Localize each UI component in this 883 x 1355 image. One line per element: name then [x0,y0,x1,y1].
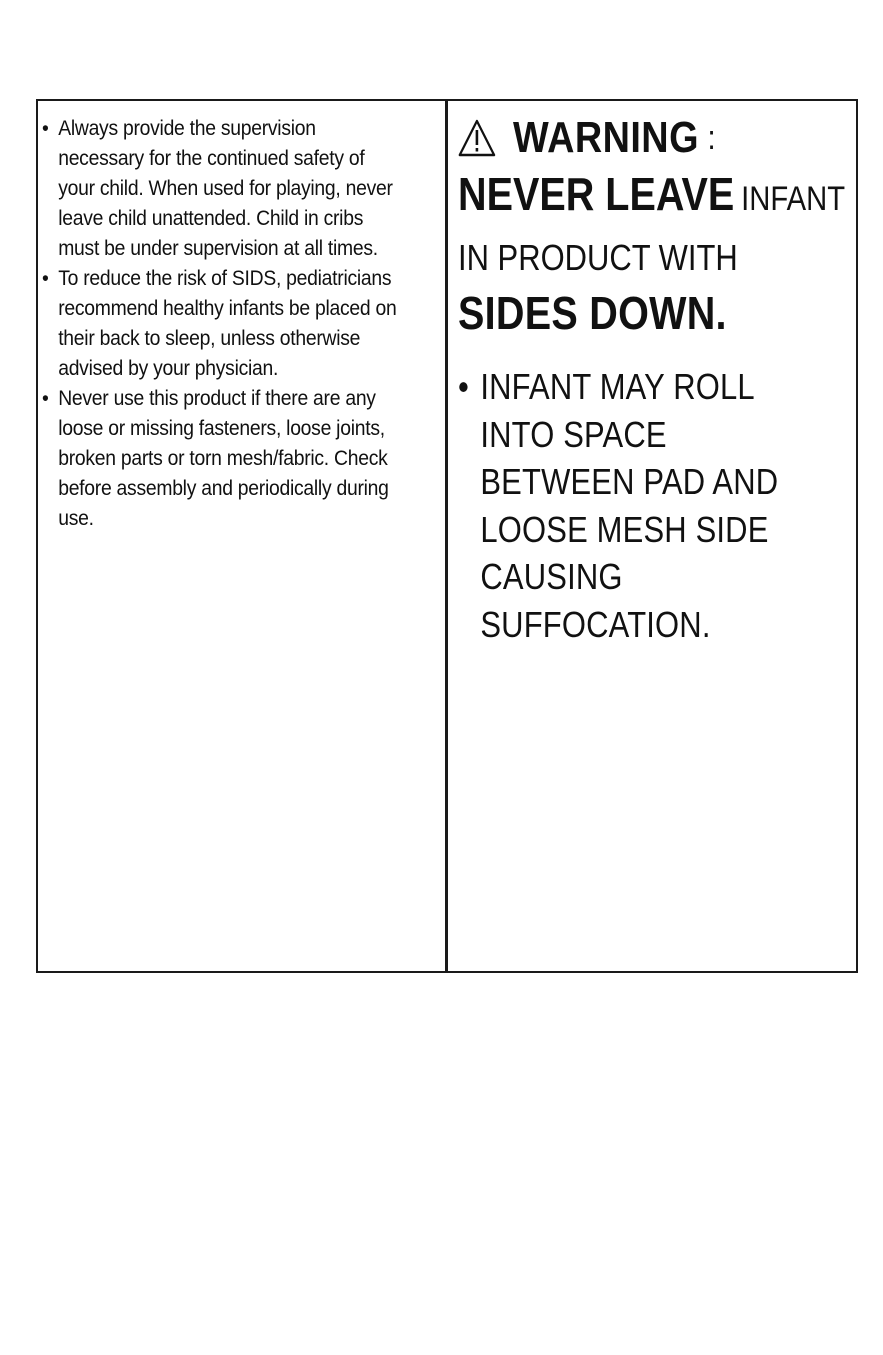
instruction-text: Never use this product if there are any loose or missing fasteners, loose joints, broken parts or torn mesh/fabric. Check before assembly and periodically during use. [58,386,389,530]
instruction-text: To reduce the risk of SIDS, pediatricians recommend healthy infants be placed on their back to sleep, unless otherwise advised by your physician. [58,266,397,380]
bullet: • [42,116,49,140]
instruction-sids [42,263,402,383]
hazard-text: INFANT MAY ROLL INTO SPACE BETWEEN PAD AND LOOSE MESH SIDE CAUSING SUFFOCATION. [480,366,779,645]
instruction-text: Always provide the supervision necessary for the continued safety of your child. When used for playing, never leave child unattended. Child in cribs must be under supervision at all times. [58,116,393,260]
warning-panel [36,99,858,973]
warning-infant: INFANT [741,180,846,218]
warning-colon: : [707,118,716,157]
warning-line-1 [458,165,846,235]
warning-line-2: IN PRODUCT WITH [458,237,738,278]
warning-line-3: SIDES DOWN. [458,287,727,339]
hazard-statement [458,363,802,648]
bullet: • [458,366,470,407]
instruction-supervision [42,113,402,263]
warning-heading [458,111,802,165]
bullet: • [42,266,49,290]
safety-instructions [42,113,402,533]
warning-block [458,111,846,648]
instruction-fasteners [42,383,402,533]
warning-triangle-icon [458,119,496,157]
warning-title: WARNING [513,113,699,162]
column-divider [445,101,448,971]
bullet: • [42,386,49,410]
warning-never-leave: NEVER LEAVE [458,168,735,220]
